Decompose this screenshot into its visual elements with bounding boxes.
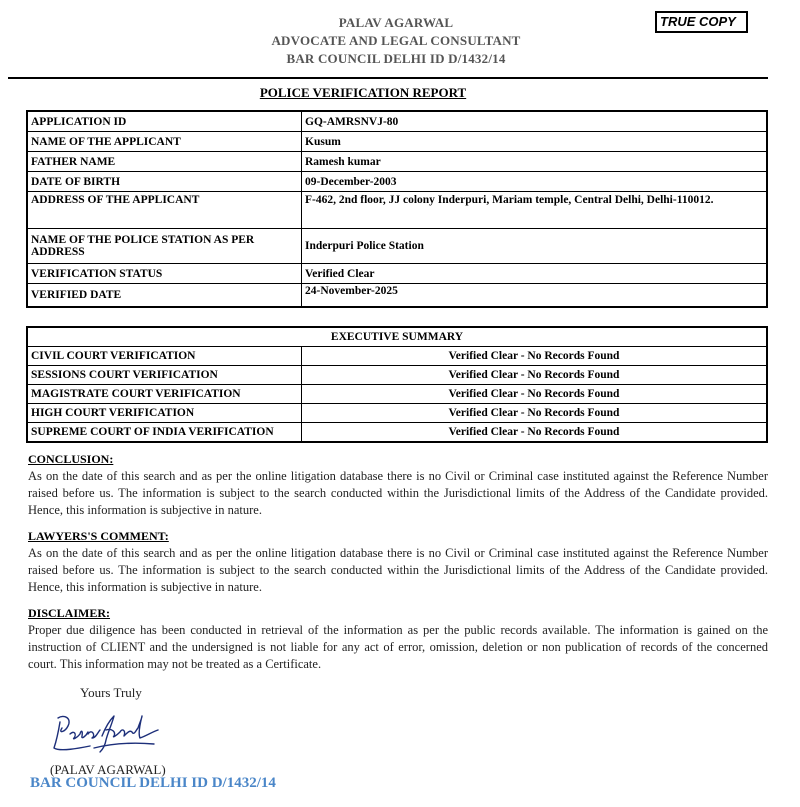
table-row — [27, 111, 767, 132]
detail-label: ADDRESS OF THE APPLICANT — [27, 192, 302, 229]
detail-value: GQ-AMRSNVJ-80 — [302, 111, 768, 132]
table-row — [27, 152, 767, 172]
detail-value: F-462, 2nd floor, JJ colony Inderpuri, Mariam temple, Central Delhi, Delhi-110012. — [302, 192, 768, 229]
summary-value: Verified Clear - No Records Found — [302, 423, 768, 443]
report-title: POLICE VERIFICATION REPORT — [259, 85, 467, 100]
detail-value: Inderpuri Police Station — [302, 229, 768, 264]
detail-label: NAME OF THE APPLICANT — [27, 132, 302, 152]
table-row — [27, 192, 767, 229]
table-row — [27, 132, 767, 152]
detail-label: FATHER NAME — [27, 152, 302, 172]
table-row — [27, 385, 767, 404]
conclusion-heading: CONCLUSION: — [28, 452, 114, 466]
table-row — [27, 264, 767, 284]
table-row — [27, 366, 767, 385]
detail-label: APPLICATION ID — [27, 111, 302, 132]
detail-label: VERIFIED DATE — [27, 284, 302, 308]
applicant-details-table — [26, 110, 768, 308]
summary-label: MAGISTRATE COURT VERIFICATION — [27, 385, 302, 404]
detail-label: DATE OF BIRTH — [27, 172, 302, 192]
executive-summary-table — [26, 326, 768, 443]
signature-image — [50, 708, 165, 760]
letterhead-bar-id: BAR COUNCIL DELHI ID D/1432/14 — [286, 51, 506, 66]
summary-value: Verified Clear - No Records Found — [302, 385, 768, 404]
detail-value: 24-November-2025 — [302, 284, 768, 308]
detail-value: Verified Clear — [302, 264, 768, 284]
summary-value: Verified Clear - No Records Found — [302, 347, 768, 366]
lawyer-comment-section — [28, 528, 768, 596]
disclaimer-text: Proper due diligence has been conducted in retrieval of the information as per the public records available. The information is gained on the instruction of CLIENT and the undersigned is not liable for any act of error, omission, deletion or non publication of records of the concerned court. This information may not be treated as a Certificate. — [28, 623, 768, 671]
conclusion-section — [28, 451, 768, 519]
signatory-name: (PALAV AGARWAL) — [50, 762, 166, 777]
summary-label: HIGH COURT VERIFICATION — [27, 404, 302, 423]
detail-value: Kusum — [302, 132, 768, 152]
table-row — [27, 327, 767, 347]
disclaimer-heading: DISCLAIMER: — [28, 606, 111, 620]
detail-value: Ramesh kumar — [302, 152, 768, 172]
table-row — [27, 284, 767, 308]
detail-value: 09-December-2003 — [302, 172, 768, 192]
table-row — [27, 423, 767, 443]
lawyer-comment-heading: LAWYERS'S COMMENT: — [28, 529, 169, 543]
true-copy-stamp: TRUE COPY — [655, 11, 748, 33]
table-row — [27, 404, 767, 423]
summary-value: Verified Clear - No Records Found — [302, 366, 768, 385]
detail-label: NAME OF THE POLICE STATION AS PER ADDRESS — [27, 229, 302, 264]
header-divider — [8, 77, 768, 79]
signatory-bar-id: BAR COUNCIL DELHI ID D/1432/14 — [30, 775, 276, 791]
detail-label: VERIFICATION STATUS — [27, 264, 302, 284]
table-row — [27, 229, 767, 264]
summary-title: EXECUTIVE SUMMARY — [27, 327, 767, 347]
table-row — [27, 347, 767, 366]
lawyer-comment-text: As on the date of this search and as per the online litigation database there is no Civil or Criminal case instituted against the Reference Number raised before us. The information is subject to the search conducted within the Jurisdictional limits of the Address of the Candidate provided. Hence, this information is subjective in nature. — [28, 546, 768, 594]
summary-value: Verified Clear - No Records Found — [302, 404, 768, 423]
table-row — [27, 172, 767, 192]
conclusion-text: As on the date of this search and as per the online litigation database there is no Civil or Criminal case instituted against the Reference Number raised before us. The information is subject to the search conducted within the Jurisdictional limits of the Address of the Candidate provided. Hence, this information is subjective in nature. — [28, 469, 768, 517]
summary-label: SESSIONS COURT VERIFICATION — [27, 366, 302, 385]
disclaimer-section — [28, 605, 768, 673]
closing-salutation: Yours Truly — [80, 685, 142, 700]
letterhead-name: PALAV AGARWAL — [338, 15, 454, 30]
letterhead-role: ADVOCATE AND LEGAL CONSULTANT — [271, 33, 521, 48]
summary-label: CIVIL COURT VERIFICATION — [27, 347, 302, 366]
summary-label: SUPREME COURT OF INDIA VERIFICATION — [27, 423, 302, 443]
